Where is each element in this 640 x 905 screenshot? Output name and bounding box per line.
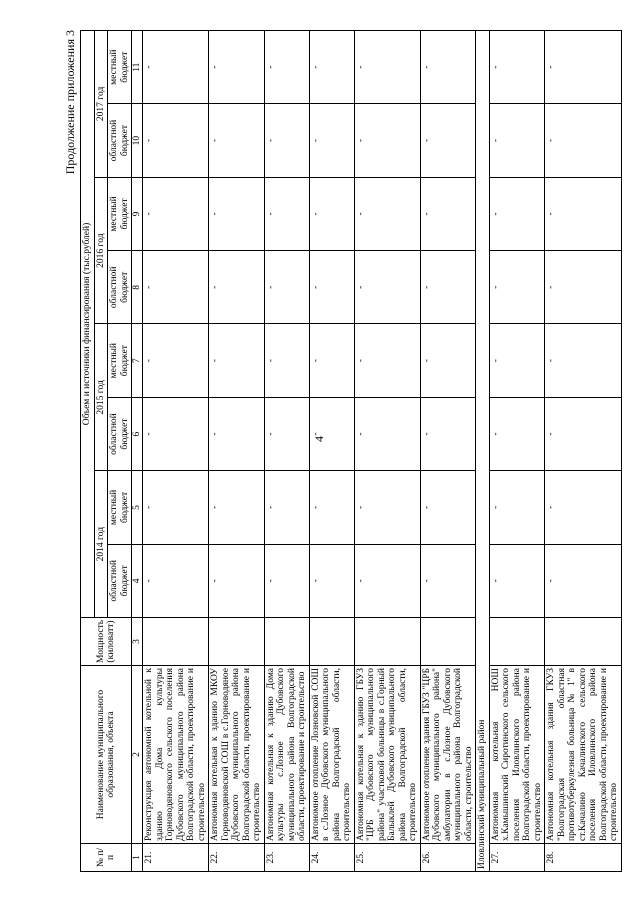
funding-value: - (264, 324, 309, 397)
funding-value: - (264, 251, 309, 324)
header-year-2017: 2017 год (94, 31, 108, 178)
object-name: Автономная котельная к зданию МКОУ Горноводяновской СОШ в с.Горноводяное Дубовского муниципального района Волгоградской области, проектирование и строительство (209, 666, 265, 844)
object-name: Автономная котельная к зданию ГБУЗ "ЦРБ Дубовского муниципального района" участковой больницы в с.Горный Балыклей Дубовского муниципального района Волгоградской области, строительство (354, 666, 420, 844)
funding-value: - (545, 251, 622, 324)
funding-value: - (489, 397, 545, 470)
funding-value: - (489, 31, 545, 104)
column-index: 8 (132, 251, 143, 324)
funding-value: - (420, 324, 476, 397)
page-number: 4 (312, 436, 326, 442)
object-name: Автономное отопление здания ГБУЗ "ЦРБ Дубовского муниципального района" амбулатории в с.Лозное Дубовского муниципального района Волгоградской области, строительство (420, 666, 476, 844)
funding-value: - (209, 31, 265, 104)
header-name: Наименование муниципального образования, объекта (81, 666, 132, 844)
district-row (476, 31, 490, 872)
funding-value: - (264, 31, 309, 104)
funding-value: - (209, 104, 265, 177)
column-index: 11 (132, 31, 143, 104)
header-regional: областной бюджет (108, 397, 132, 470)
header-local: местный бюджет (108, 31, 132, 104)
funding-value: - (420, 397, 476, 470)
row-number: 25. (354, 844, 420, 872)
continuation-label: Продолжение приложения 3 (63, 30, 77, 175)
funding-value: - (143, 104, 209, 177)
funding-value: - (489, 177, 545, 250)
funding-value: - (143, 31, 209, 104)
table-row (354, 31, 420, 872)
table-row (309, 31, 354, 872)
funding-value: - (420, 31, 476, 104)
row-number: 24. (309, 844, 354, 872)
funding-value: - (545, 177, 622, 250)
row-number: 26. (420, 844, 476, 872)
header-regional: областной бюджет (108, 544, 132, 617)
funding-value: - (143, 324, 209, 397)
funding-value: - (420, 104, 476, 177)
power-value (420, 618, 476, 666)
funding-value: - (354, 397, 420, 470)
table-row (489, 31, 545, 872)
funding-value: - (354, 544, 420, 617)
column-index: 2 (132, 666, 143, 844)
row-number: 28. (545, 844, 622, 872)
funding-value: - (354, 324, 420, 397)
funding-value: - (489, 251, 545, 324)
funding-value: - (264, 177, 309, 250)
table-row (143, 31, 209, 872)
header-funding: Объем и источники финансирования (тыс.рублей) (81, 31, 95, 618)
funding-value: - (209, 177, 265, 250)
object-name: Автономное отопление Лозновской СОШ в с.Лозное Дубовского муниципального района Волгоградской области, строительство (309, 666, 354, 844)
header-regional: областной бюджет (108, 104, 132, 177)
power-value (209, 618, 265, 666)
funding-value: - (309, 544, 354, 617)
power-value (354, 618, 420, 666)
power-value (143, 618, 209, 666)
funding-value: - (420, 544, 476, 617)
header-power: Мощность (киловатт) (81, 618, 132, 666)
funding-value: - (545, 104, 622, 177)
rotated-landscape-sheet (62, 30, 640, 872)
district-name: Иловлинский муниципальный район (476, 31, 490, 872)
object-name: Реконструкция автономной котельной к зданию Дома культуры Горноводяновского сельского поселения Дубовского муниципального района Волгоградской области, проектирование и строительство (143, 666, 209, 844)
funding-value: - (209, 251, 265, 324)
column-index: 9 (132, 177, 143, 250)
row-number: 23. (264, 844, 309, 872)
object-name: Автономная котельная НОШ х.Камышинский Сиротинского сельского поселения Иловлинского района Волгоградской области, проектирование и строительство (489, 666, 545, 844)
funding-value: - (545, 31, 622, 104)
header-row-1 (81, 31, 95, 872)
funding-value: - (420, 251, 476, 324)
funding-value: - (489, 324, 545, 397)
column-index: 3 (132, 618, 143, 666)
header-local: местный бюджет (108, 471, 132, 544)
funding-value: - (489, 471, 545, 544)
funding-value: - (264, 471, 309, 544)
column-index: 6 (132, 397, 143, 470)
funding-value: - (545, 397, 622, 470)
column-index: 7 (132, 324, 143, 397)
column-index: 10 (132, 104, 143, 177)
power-value (489, 618, 545, 666)
column-index: 5 (132, 471, 143, 544)
funding-value: - (545, 324, 622, 397)
funding-value: - (354, 31, 420, 104)
funding-value: - (143, 544, 209, 617)
header-local: местный бюджет (108, 324, 132, 397)
funding-value: - (264, 544, 309, 617)
header-number: № п/п (81, 844, 132, 872)
funding-value: - (143, 471, 209, 544)
column-index: 4 (132, 544, 143, 617)
funding-value: - (545, 471, 622, 544)
funding-value: - (420, 471, 476, 544)
funding-value: - (489, 104, 545, 177)
funding-value: - (143, 397, 209, 470)
funding-value: - (354, 104, 420, 177)
funding-value: - (209, 544, 265, 617)
funding-value: - (309, 31, 354, 104)
funding-value: - (354, 251, 420, 324)
row-number: 27. (489, 844, 545, 872)
header-year-2014: 2014 год (94, 471, 108, 618)
header-year-2015: 2015 год (94, 324, 108, 471)
funding-value: - (209, 324, 265, 397)
funding-value: - (309, 471, 354, 544)
power-value (264, 618, 309, 666)
funding-value: - (309, 397, 354, 470)
funding-table (80, 30, 622, 872)
table-row (545, 31, 622, 872)
table-row (420, 31, 476, 872)
header-regional: областной бюджет (108, 251, 132, 324)
funding-value: - (309, 104, 354, 177)
funding-value: - (264, 397, 309, 470)
funding-value: - (143, 251, 209, 324)
table-row (264, 31, 309, 872)
row-number: 21. (143, 844, 209, 872)
header-local: местный бюджет (108, 177, 132, 250)
funding-value: - (309, 251, 354, 324)
power-value (545, 618, 622, 666)
funding-value: - (264, 104, 309, 177)
table-row (209, 31, 265, 872)
funding-value: - (545, 544, 622, 617)
header-year-2016: 2016 год (94, 177, 108, 324)
funding-value: - (209, 397, 265, 470)
power-value (309, 618, 354, 666)
funding-value: - (309, 177, 354, 250)
funding-value: - (143, 177, 209, 250)
object-name: Автономная котельная к зданию Дома культуры с.Лозное Дубовского муниципального района Волгоградской области, проектирование и строительство (264, 666, 309, 844)
row-number: 22. (209, 844, 265, 872)
table-body (132, 31, 622, 872)
funding-value: - (354, 471, 420, 544)
object-name: Автономная котельная здания ГКУЗ "Волгоградская областная противотуберкулезная больница № 1" в ст.Качалино Качалинского сельского поселения Иловлинского района Волгоградской области, проектирование и строительство (545, 666, 622, 844)
column-index-row (132, 31, 143, 872)
funding-value: - (209, 471, 265, 544)
column-index: 1 (132, 844, 143, 872)
funding-value: - (309, 324, 354, 397)
funding-value: - (420, 177, 476, 250)
funding-value: - (489, 544, 545, 617)
funding-value: - (354, 177, 420, 250)
